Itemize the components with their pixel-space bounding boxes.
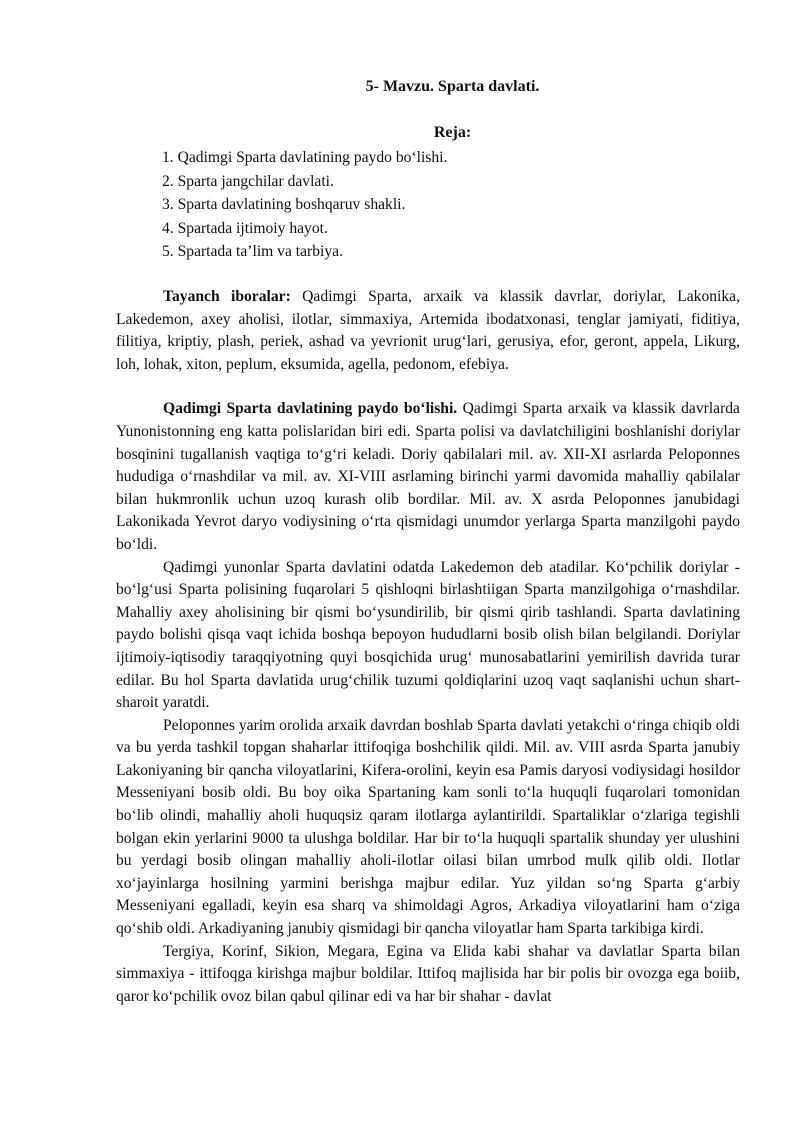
- plan-heading: Reja:: [433, 124, 472, 141]
- body-paragraph: Tergiya, Korinf, Sikion, Megara, Egina va Elida kabi shahar va davlatlar Sparta bilan simmaxiya - ittifoqga kirishga majbur boldilar. Ittifoq majlisida har bir polis bir ovozga ega boiib, qaror ko‘pchilik ovoz bilan qabul qilinar edi va har bir shahar - davlat: [116, 942, 740, 1005]
- plan-item: 5. Spartada ta’lim va tarbiya.: [162, 243, 343, 260]
- section-paragraph: [116, 398, 740, 556]
- body-paragraph: Qadimgi yunonlar Sparta davlatini odatda Lakedemon deb atadilar. Ko‘pchilik doriylar - bo‘lg‘usi Sparta polisining fuqarolari 5 qishloqni birlashtiigan Sparta manzilgohiga o‘rnashdilar. Mahalliy axey aholisining bir qismi bo‘ysundirilib, bir qismi qirib tashlandi. Sparta davlatining paydo bolishi qisqa vaqt ichida boshqa bepoyon hududlarni bosib olish bilan belgilandi. Doriylar ijtimoiy-iqtisodiy taraqqiyotning quyi bosqichida urug‘ munosabatlarini yemirilish davrida turar edilar. Bu hol Sparta davlatida urug‘chilik tuzumi qoldiqlarini uzoq vaqt saqlanishi uchun shart-sharoit yaratdi.: [116, 558, 740, 712]
- plan-item: 3. Sparta davlatining boshqaruv shakli.: [162, 196, 406, 213]
- plan-item: 1. Qadimgi Sparta davlatining paydo bo‘lishi.: [162, 149, 448, 166]
- keywords-label: Tayanch iboralar:: [163, 288, 291, 305]
- plan-item: 2. Sparta jangchilar davlati.: [162, 172, 334, 190]
- keywords-paragraph: [116, 286, 740, 376]
- body-text: [116, 286, 740, 1008]
- section-heading: Qadimgi Sparta davlatining paydo bo‘lishi.: [163, 400, 458, 418]
- body-paragraph: Peloponnes yarim orolida arxaik davrdan boshlab Sparta davlati yetakchi o‘ringa chiqib oldi va bu yerda tashkil topgan shaharlar ittifoqiga boshchilik qildi. Mil. av. VIII asrda Sparta janubiy Lakoniyaning bir qancha viloyatlarini, Kifera-orolini, keyin esa Pamis daryosi vodiysidagi hosildor Messeniyani bosib oldi. Bu boy oika Spartaning kam sonli to‘la huquqli fuqarolari tomonidan bo‘lib olindi, mahalliy aholi huquqsiz qaram ilotlarga aylantirildi. Spartaliklar o‘zlariga tegishli bolgan ekin yerlarini 9000 ta ulushga boldilar. Har bir to‘la huquqli spartalik shunday yer ulushini bu yerdagi bosib olingan mahalliy aholi-ilotlar oilasi bilan umrbod mulk qilib oldi. Ilotlar xo‘jayinlarga hosilning yarmini berishga majbur edilar. Yuz yildan so‘ng Sparta g‘arbiy Messeniyani egalladi, keyin esa sharq va shimoldagi Agros, Arkadiya viloyatlarini ham o‘ziga qo‘shib oldi. Arkadiyaning janubiy qismidagi bir qancha viloyatlar ham Sparta tarkibiga kirdi.: [116, 716, 740, 938]
- section-text: Qadimgi Sparta arxaik va klassik davrlarda Yunonistonning eng katta polislaridan biri edi. Sparta polisi va davlatchiligini boshlanishi doriylar bosqinini tugallanish vaqtiga to‘g‘ri keladi. Doriy qabilalari mil. av. XII-XI asrlarda Peloponnes hududiga o‘rnashdilar va mil. av. XI-VIII asrlaming birinchi yarmi davomida mahalliy qabilalar bilan hukmronlik uchun uzoq kurash olib bordilar. Mil. av. X asrda Peloponnes janubidagi Lakonikada Yevrot daryo vodiysining o‘rta qismidagi unumdor yerlarga Sparta manzilgohi paydo bo‘ldi.: [116, 400, 740, 553]
- plan-item: 4. Spartada ijtimoiy hayot.: [162, 219, 328, 237]
- plan-list: [162, 146, 447, 264]
- keywords-text: Qadimgi Sparta, arxaik va klassik davrlar, doriylar, Lakonika, Lakedemon, axey aholisi, ilotlar, simmaxiya, Artemida ibodatxonasi, tenglar jamiyati, fiditiya, filitiya, kriptiy, plash, periek, ashad va yevrionit urug‘lari, gerusiya, efor, geront, appela, Likurg, loh, lohak, xiton, peplum, eksumida, agella, pedonom, efebiya.: [116, 288, 740, 373]
- page-title: 5- Mavzu. Sparta davlati.: [365, 78, 540, 95]
